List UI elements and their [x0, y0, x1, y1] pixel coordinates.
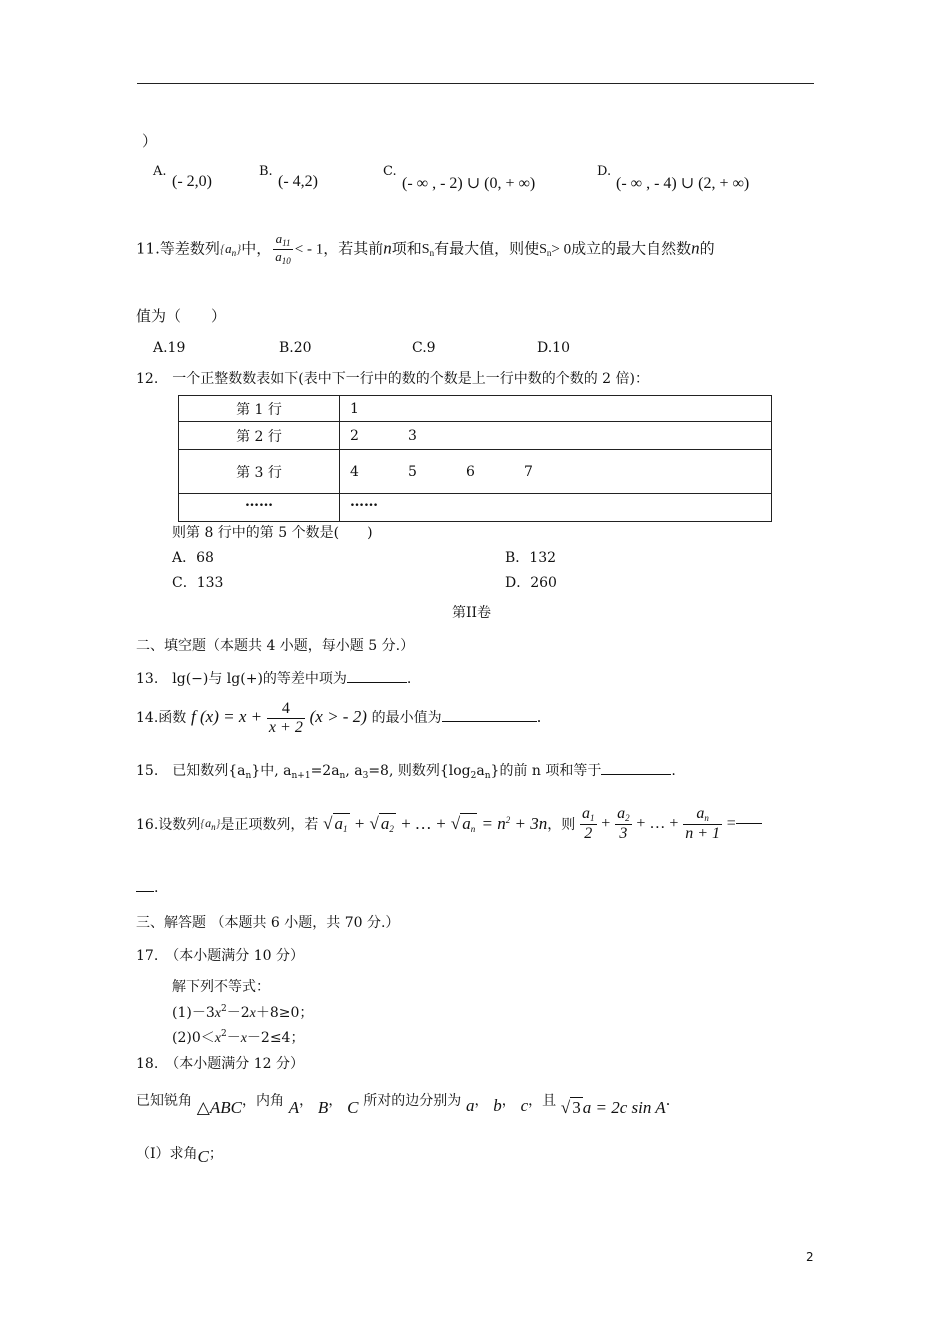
table-row [179, 494, 772, 522]
q11-option-d: D.10 [537, 340, 570, 356]
q12-option-d: D．260 [505, 575, 557, 591]
part3-heading: 三、解答题 （本题共 6 小题，共 70 分.） [136, 915, 400, 931]
header-rule [137, 83, 814, 84]
table-cell: …… [340, 494, 772, 522]
q11-n1: n [383, 238, 392, 258]
table-cell: 第 1 行 [179, 396, 340, 422]
q12-option-a: A．68 [172, 550, 214, 566]
q11-fraction: $\frac{a_{11}}{a_{10}}$ [275, 231, 291, 266]
q16-blank-end: . [136, 880, 158, 896]
q12-number-table [178, 395, 772, 522]
q11-t3: 项和 [391, 239, 422, 258]
q11-line2: 值为（ ） [136, 307, 227, 325]
q11-S2: $S_n$ [539, 242, 552, 259]
q11-gt0: > 0 [551, 241, 572, 258]
table-row [179, 422, 772, 450]
q11-t2: ，若其前 [323, 239, 384, 258]
q11-seq: $\{a_n\}$ [219, 241, 242, 259]
table-cell: 2 3 [340, 422, 772, 450]
q12-option-c: C．133 [172, 575, 224, 591]
q17-title: 17. （本小题满分 10 分） [136, 948, 304, 964]
page-number: 2 [806, 1250, 814, 1264]
q10-option-b-label: B. [259, 164, 273, 179]
q11-option-a: A.19 [153, 340, 186, 356]
section2-title: 第II卷 [452, 605, 492, 621]
table-cell: 第 2 行 [179, 422, 340, 450]
q10-option-c-label: C. [383, 164, 397, 179]
q11-t4: 有最大值，则使 [434, 239, 540, 258]
q10-option-c-value: (- ∞ , - 2) ∪ (0, + ∞) [402, 175, 536, 192]
q11-option-b: B.20 [279, 340, 312, 356]
q13: 13. lg(−)与 lg(+)的等差中项为 . [136, 671, 412, 687]
table-cell: 第 3 行 [179, 450, 340, 494]
q12-stem: 12. 一个正整数数表如下(表中下一行中的数的个数是上一行中数的个数的 2 倍)： [136, 371, 649, 387]
q12-option-b: B．132 [505, 550, 557, 566]
table-row [179, 450, 772, 494]
q10-option-a-value: (- 2,0) [172, 173, 212, 190]
table-cell: 4 5 6 7 [340, 450, 772, 494]
q16: 16.设数列$\{a_n\}$是正项数列，若 √ $a_1$ + √ $a_2$ + … + √ $a_n = n^2 + 3n$，则 $\frac{a_1}{2}$ + $\frac{a_2}{3}$ + … + $\frac{a_n}{n + 1}$ = [136, 805, 762, 842]
q11-t6: 的 [699, 239, 715, 258]
q11-S: $S_n$ [421, 242, 435, 259]
q11-n2: n [691, 238, 700, 258]
q14: 14.函数 f (x) = x + $\frac{4}{x + 2}$ (x > - 2) 的最小值为 . [136, 700, 542, 736]
q18-title: 18. （本小题满分 12 分） [136, 1056, 304, 1072]
q11-t5: 成立的最大自然数 [571, 239, 692, 258]
table-cell: …… [179, 494, 340, 522]
q11-t1: 中， [241, 239, 272, 258]
q10-option-a-label: A. [153, 164, 167, 179]
table-row [179, 396, 772, 422]
q10-option-d-label: D. [597, 164, 612, 179]
q10-paren-close: ） [142, 132, 158, 150]
q11-line1 [136, 232, 715, 267]
q11-option-c: C.9 [412, 340, 436, 356]
part2-heading: 二、填空题（本题共 4 小题，每小题 5 分.） [136, 638, 415, 654]
q10-option-d-value: (- ∞ , - 4) ∪ (2, + ∞) [616, 175, 750, 192]
q11-ineq: < - 1 [294, 241, 324, 258]
q17-item1: $(1)-3x^2-2x+8\ge 0$； [172, 1004, 314, 1021]
q15: 15. 已知数列$\{a_n\}$中, $a_{n+1}=2a_n$, $a_3=8$, 则数列$\{\log_2a_n\}$的前 n 项和等于 . [136, 763, 676, 781]
q17-intro: 解下列不等式： [172, 979, 270, 995]
q12-question: 则第 8 行中的第 5 个数是( ) [172, 525, 373, 541]
table-cell: 1 [340, 396, 772, 422]
q10-option-b-value: (- 4,2) [278, 173, 318, 190]
q17-item2: $(2)0<x^2-x-2\le 4$； [172, 1029, 305, 1046]
q18-part1: （I）求角C； [136, 1146, 223, 1166]
q11-prefix: 11.等差数列 [136, 239, 220, 258]
q18-stem: 已知锐角 △ABC，内角 A， B， C 所对的边分别为 a， b， c，且 √ 3 a = 2c sin A. [136, 1091, 671, 1117]
